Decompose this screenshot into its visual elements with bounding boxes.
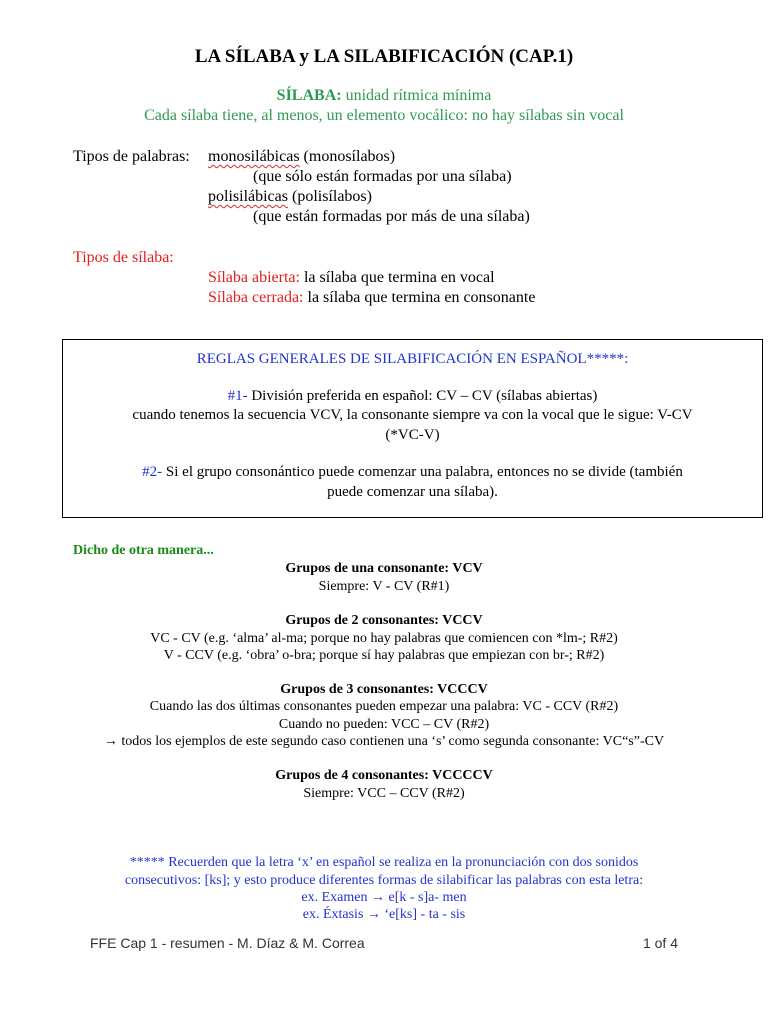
dicho-heading: Dicho de otra manera... [73, 543, 214, 558]
rule-1-line [62, 388, 763, 405]
mono-desc: (que sólo están formadas por una sílaba) [253, 168, 512, 185]
silaba-cerrada-term: Sílaba cerrada: [208, 289, 304, 306]
group-3-line-2: Cuando no pueden: VCC – CV (R#2) [278, 717, 490, 732]
group-1-line-1: Siempre: V - CV (R#1) [318, 579, 450, 594]
group-4-title: Grupos de 4 consonantes: VCCCCV [275, 768, 493, 783]
rule-1-number: #1- [227, 388, 248, 404]
silaba-definition: unidad rítmica mínima [345, 87, 492, 104]
silaba-note: Cada sílaba tiene, al menos, un elemento vocálico: no hay sílabas sin vocal [144, 107, 624, 124]
footer-credit: FFE Cap 1 - resumen - M. Díaz & M. Correa [90, 935, 365, 951]
group-3-title: Grupos de 3 consonantes: VCCCV [280, 682, 488, 697]
tipos-silaba-label: Tipos de sílaba: [73, 249, 174, 266]
poli-line [208, 188, 372, 206]
group-3-line-1: Cuando las dos últimas consonantes pueden empezar una palabra: VC - CCV (R#2) [149, 699, 619, 714]
silaba-label: SÍLABA: [276, 87, 342, 104]
mono-term: monosilábicas [208, 148, 300, 165]
group-2-line-2: V - CCV (e.g. ‘obra’ o-bra; porque sí hay palabras que empiezan con br-; R#2) [163, 648, 605, 663]
poli-paren: (polisílabos) [291, 188, 372, 205]
silaba-cerrada-desc: la sílaba que termina en consonante [307, 289, 536, 306]
rule-1-line-2: cuando tenemos la secuencia VCV, la consonante siempre va con la vocal que le sigue: V-CV [132, 407, 693, 423]
mono-paren: (monosílabos) [303, 148, 396, 165]
rule-2-number: #2- [142, 464, 163, 480]
tipos-palabras-label: Tipos de palabras: [73, 148, 190, 165]
silaba-abierta-line [208, 269, 495, 287]
group-1-title: Grupos de una consonante: VCV [285, 561, 483, 576]
rule-1-line-3: (*VC-V) [385, 427, 440, 443]
silaba-abierta-term: Sílaba abierta: [208, 269, 300, 286]
poli-term: polisilábicas [208, 188, 288, 205]
group-3-line-3: → todos los ejemplos de este segundo caso contienen una ‘s’ como segunda consonante: VC“s”-CV [103, 734, 665, 749]
group-2-title: Grupos de 2 consonantes: VCCV [285, 613, 483, 628]
silaba-cerrada-line [208, 289, 535, 307]
mono-line [208, 148, 395, 166]
note-example-extasis: ex. Éxtasis → ‘e[ks] - ta - sis [302, 907, 466, 922]
silaba-abierta-desc: la sílaba que termina en vocal [303, 269, 495, 286]
page-number: 1 of 4 [642, 935, 678, 951]
rule-2-line-2: puede comenzar una sílaba). [327, 484, 498, 500]
poli-desc: (que están formadas por más de una sílaba) [253, 208, 530, 225]
rule-1-text: División preferida en español: CV – CV (sílabas abiertas) [251, 388, 598, 404]
note-line-1: ***** Recuerden que la letra ‘x’ en español se realiza en la pronunciación con dos sonidos [129, 855, 639, 870]
rule-2-text: Si el grupo consonántico puede comenzar una palabra, entonces no se divide (también [165, 464, 683, 480]
page-title: LA SÍLABA y LA SILABIFICACIÓN (CAP.1) [194, 46, 574, 67]
rules-heading: REGLAS GENERALES DE SILABIFICACIÓN EN ESPAÑOL*****: [196, 351, 629, 367]
note-example-examen: ex. Examen → e[k - s]a- men [301, 890, 467, 905]
group-4-line-1: Siempre: VCC – CCV (R#2) [303, 786, 465, 801]
rule-2-line [62, 464, 763, 481]
note-line-2: consecutivos: [ks]; y esto produce diferentes formas de silabificar las palabras con esta letra: [124, 873, 644, 888]
silaba-definition-line [0, 87, 768, 105]
group-2-line-1: VC - CV (e.g. ‘alma’ al-ma; porque no hay palabras que comiencen con *lm-; R#2) [150, 631, 618, 646]
